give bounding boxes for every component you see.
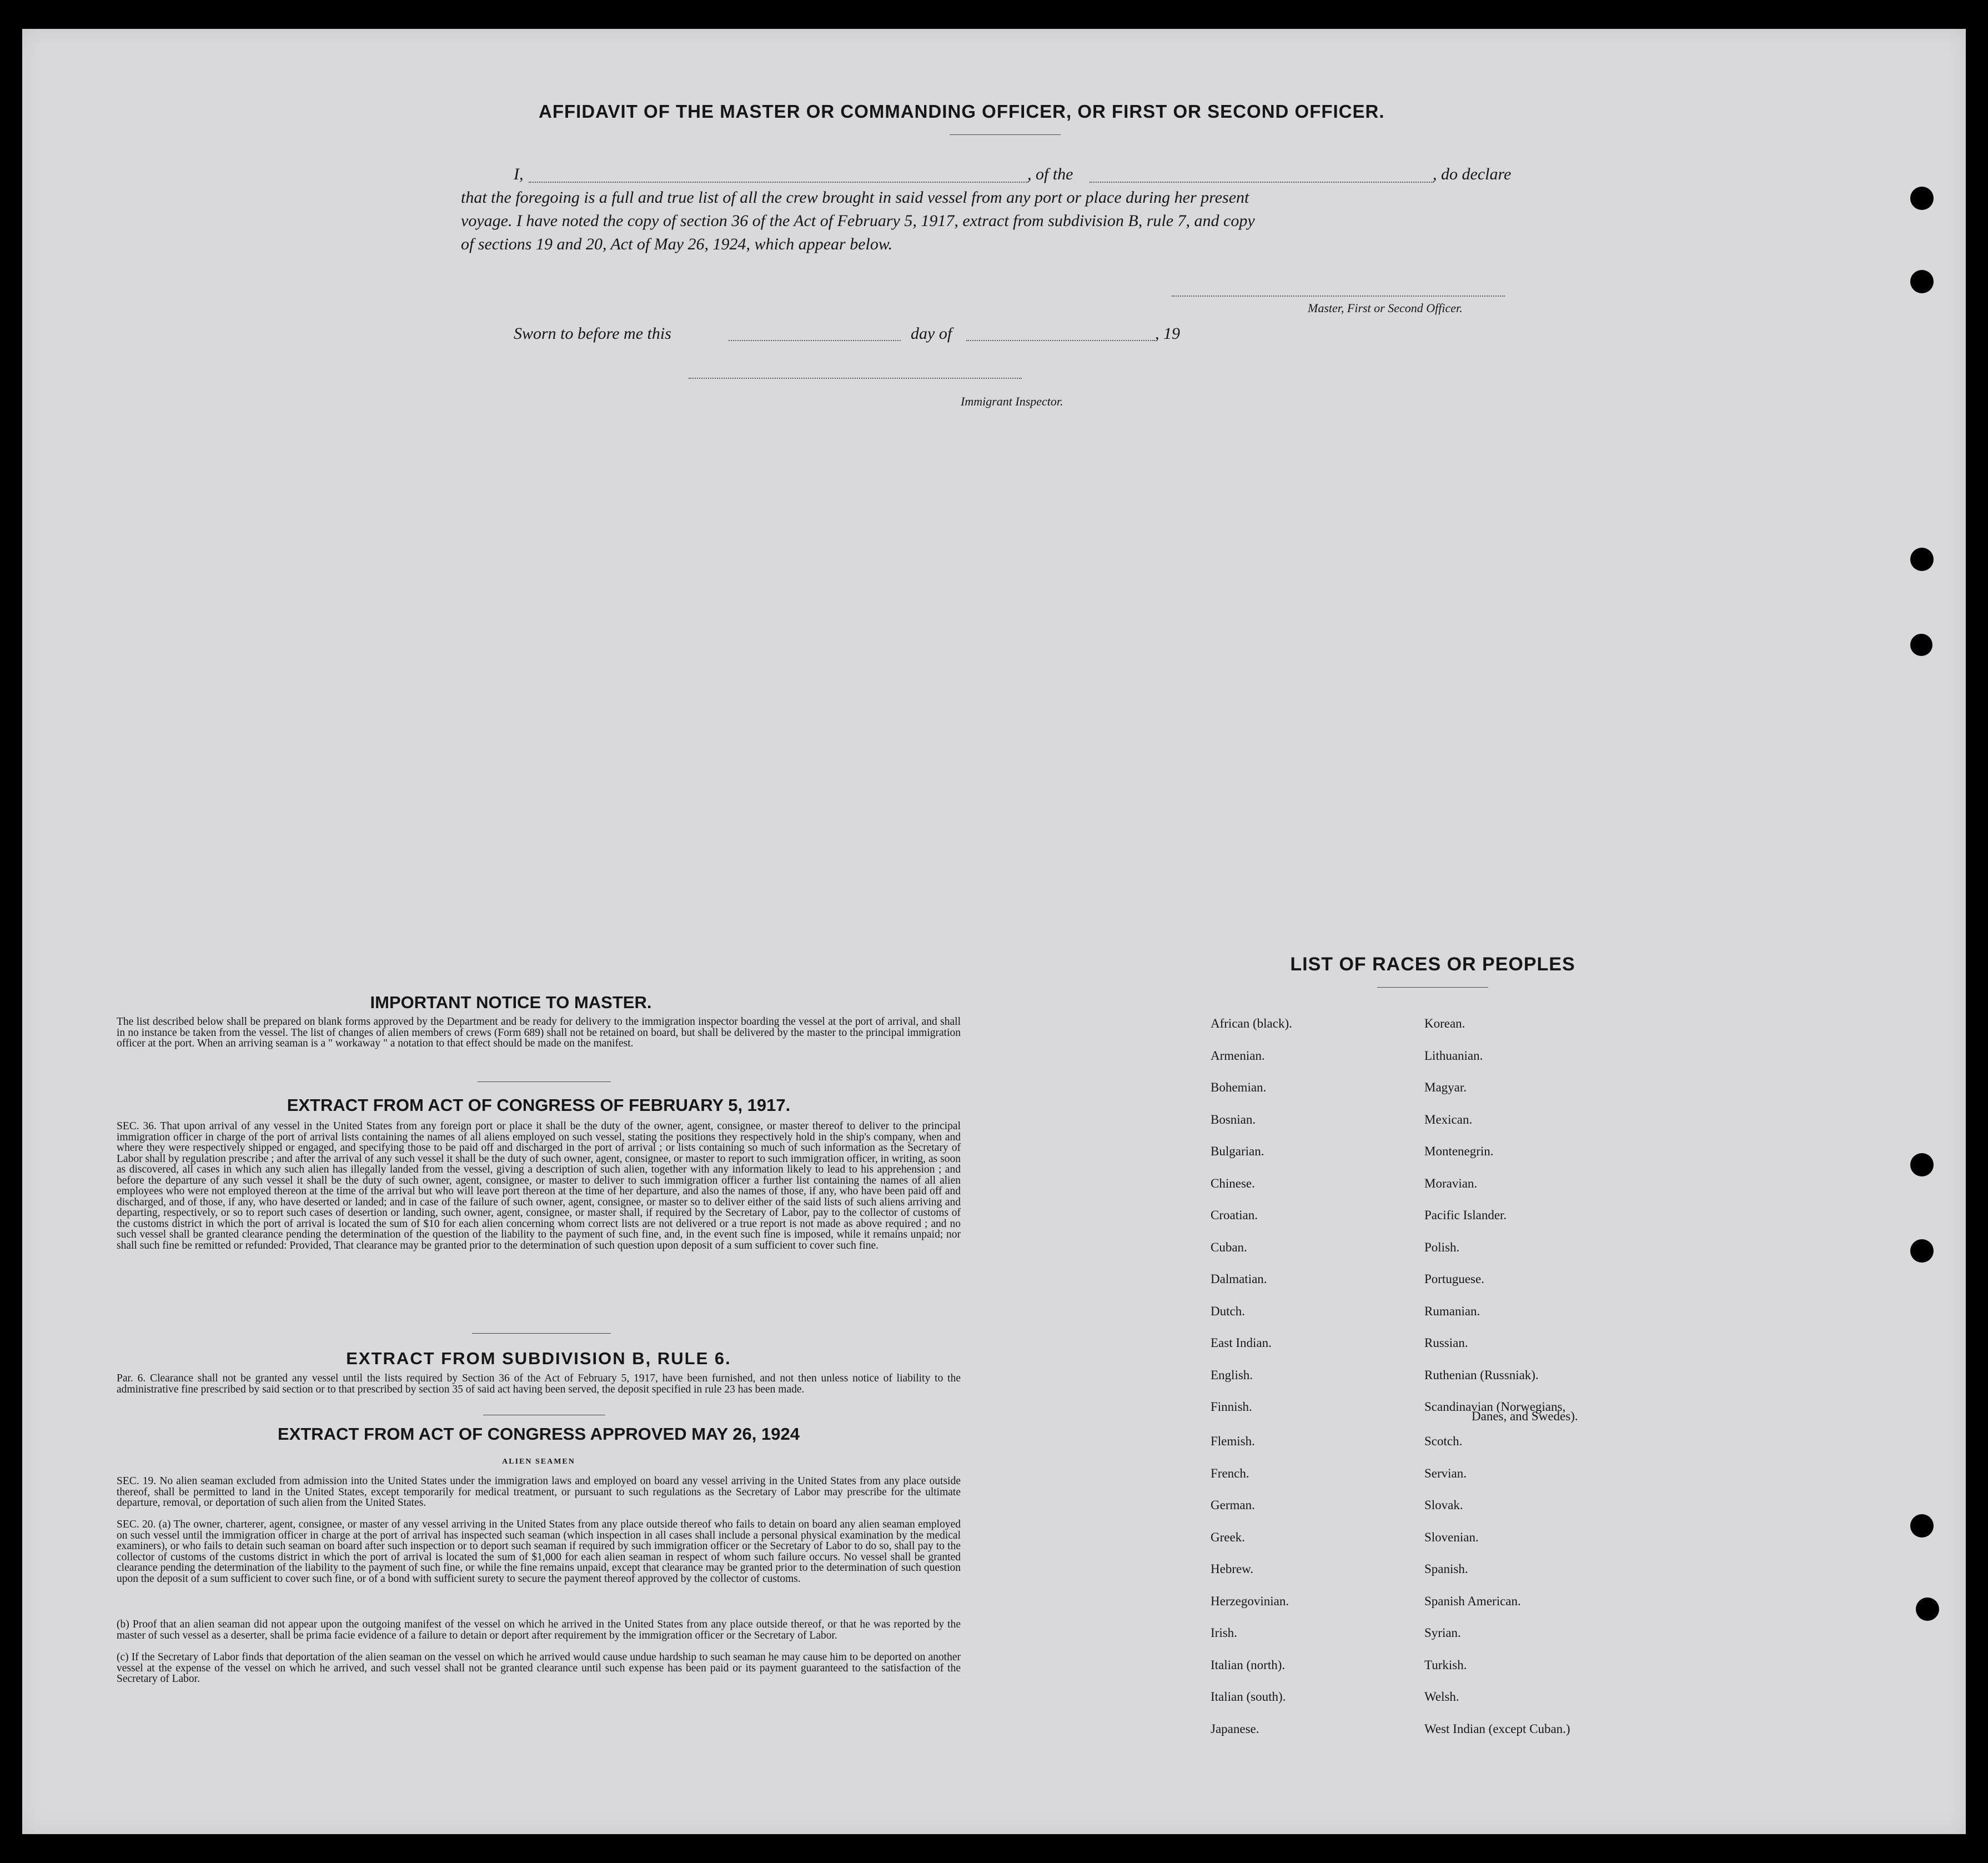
sworn-day-blank	[729, 340, 901, 341]
binder-hole	[1910, 1239, 1934, 1263]
race-item: Bosnian.	[1211, 1112, 1256, 1126]
race-item: Scotch.	[1424, 1434, 1463, 1448]
race-item: Servian.	[1424, 1466, 1467, 1480]
document-sheet	[22, 29, 1966, 1834]
race-item: Dutch.	[1211, 1304, 1245, 1318]
race-item: Korean.	[1424, 1016, 1465, 1030]
subdivision-title: EXTRACT FROM SUBDIVISION B, RULE 6.	[346, 1349, 731, 1368]
races-title-underline	[1377, 987, 1488, 988]
race-item: Scandinavian (Norwegians,	[1424, 1400, 1566, 1414]
binder-hole	[1910, 634, 1932, 656]
sec-19-text: SEC. 19. No alien seaman excluded from admission into the United States under the immigration laws and employed on board any vessel arriving in the United States from any place outside thereof, shall be permitted to land in the United States, except temporarily for medical treatment, or pursuant to such regulations as the Secretary of Labor may prescribe for the ultimate departure, removal, or deportation of such alien from the United States.	[117, 1475, 961, 1509]
name-blank	[529, 182, 1028, 183]
race-item: Polish.	[1424, 1240, 1460, 1254]
extract-1917-text: SEC. 36. That upon arrival of any vessel in the United States from any foreign port or place it shall be the duty of the owner, agent, consignee, or master thereof to deliver to the principal immigration officer in charge of the port of arrival lists containing the names of all aliens employed on such vessel, stating the positions they respectively hold in the ship's company, when and where they were respectively shipped or engaged, and specifying those to be paid off and discharged in the port of arrival ; or lists containing so much of such information as the Secretary of Labor shall by regulation prescribe ; and after the arrival of any such vessel it shall be the duty of such owner, agent, consignee, or master to report to such immigration officer, in writing, as soon as discovered, all cases in which any such alien has illegally landed from the vessel, giving a description of such alien, together with any information likely to lead to his apprehension ; and before the departure of any such vessel it shall be the duty of such owner, agent, consignee, or master to deliver to such immigration officer a further list containing the names of all alien employees who were not employed thereon at the time of the arrival but who will leave port thereon at the time of her departure, and also the names of those, if any, who have been paid off and discharged, and of those, if any, who have deserted or landed; and in case of the failure of such owner, agent, consignee, or master so to deliver either of the said lists of such aliens arriving and departing, respectively, or so to report such cases of desertion or landing, such owner, agent, consignee, or master shall, if required by the Secretary of Labor, pay to the collector of customs of the customs district in which the port of arrival is located the sum of $10 for each alien concerning whom correct lists are not delivered or a true report is not made as above required ; and no such vessel shall be granted clearance pending the determination of the question of the liability to the payment of such fine, and, in the event such fine is imposed, while it remains unpaid; nor shall such fine be remitted or refunded: Provided, That clearance may be granted prior to the determination of such question upon deposit of a sum sufficient to cover such fine.	[117, 1120, 961, 1251]
binder-hole	[1916, 1597, 1939, 1621]
vessel-blank	[1090, 182, 1434, 183]
binder-hole	[1910, 548, 1934, 571]
race-item: Italian (south).	[1211, 1690, 1286, 1704]
master-signature-line	[1172, 296, 1505, 297]
year-text: , 19	[1155, 324, 1180, 343]
sworn-text: Sworn to before me this	[514, 324, 671, 343]
day-of-text: day of	[911, 324, 952, 343]
inspector-signature-line	[689, 378, 1022, 379]
race-item: Montenegrin.	[1424, 1144, 1494, 1158]
race-item: Bohemian.	[1211, 1080, 1267, 1094]
race-item: Flemish.	[1211, 1434, 1255, 1448]
title-underline	[950, 134, 1061, 135]
affidavit-line2: that the foregoing is a full and true list of all the crew brought in said vessel from any port or place during her present	[461, 188, 1249, 207]
month-blank	[966, 340, 1155, 341]
binder-hole	[1910, 1514, 1934, 1538]
sec-20c-text: (c) If the Secretary of Labor finds that deportation of the alien seaman on the vessel on which he arrived would cause undue hardship to such seaman he may cause him to be deported on another vessel at the expense of the vessel on which he arrived, and such vessel shall not be granted clearance until such expense has been paid or its payment guaranteed to the satisfaction of the Secretary of Labor.	[117, 1651, 961, 1685]
sec-20a-text: SEC. 20. (a) The owner, charterer, agent, consignee, or master of any vessel arriving in the United States from any place outside thereof who fails to detain on board any alien seaman employed on such vessel until the immigration officer in charge at the port of arrival has inspected such seaman (which inspection in all cases shall include a personal physical examination by the medical examiners), or who fails to detain such seaman on board after such inspection or to deport such seaman if required by such immigration officer or the Secretary of Labor to do so, shall pay to the collector of customs of the customs district in which the port of arrival is located the sum of $1,000 for each alien seaman in respect of whom such failure occurs. No vessel shall be granted clearance pending the determination of the liability to the payment of such fine, or while the fine remains unpaid, except that clearance may be granted prior to the determination of such question upon the deposit of a sum sufficient to cover such fine, or of a bond with sufficient surety to secure the payment thereof approved by the collector of customs.	[117, 1519, 961, 1585]
race-item: Pacific Islander.	[1424, 1208, 1507, 1222]
race-item: African (black).	[1211, 1016, 1292, 1030]
divider	[472, 1333, 611, 1334]
race-item: Chinese.	[1211, 1176, 1255, 1190]
alien-seamen-subtitle: ALIEN SEAMEN	[502, 1458, 575, 1466]
race-item: Slovak.	[1424, 1498, 1463, 1512]
notice-title: IMPORTANT NOTICE TO MASTER.	[370, 993, 652, 1012]
binder-hole	[1910, 1153, 1934, 1176]
race-item: Ruthenian (Russniak).	[1424, 1368, 1539, 1382]
race-item: Magyar.	[1424, 1080, 1467, 1094]
race-item: Spanish American.	[1424, 1594, 1521, 1608]
race-item: Spanish.	[1424, 1562, 1468, 1576]
master-signature-label: Master, First or Second Officer.	[1308, 301, 1463, 315]
race-item: Bulgarian.	[1211, 1144, 1264, 1158]
affidavit-line4: of sections 19 and 20, Act of May 26, 1924, which appear below.	[461, 235, 893, 253]
race-item: Lithuanian.	[1424, 1048, 1483, 1063]
race-item: English.	[1211, 1368, 1253, 1382]
race-item: Herzegovinian.	[1211, 1594, 1289, 1608]
affidavit-declare: , do declare	[1433, 165, 1512, 183]
extract-1924-title: EXTRACT FROM ACT OF CONGRESS APPROVED MAY 26, 1924	[278, 1424, 800, 1444]
race-item: East Indian.	[1211, 1336, 1272, 1350]
race-item: Welsh.	[1424, 1690, 1459, 1704]
race-item: Mexican.	[1424, 1112, 1473, 1126]
extract-1917-title: EXTRACT FROM ACT OF CONGRESS OF FEBRUARY 5, 1917.	[287, 1095, 791, 1115]
affidavit-of-the: , of the	[1027, 165, 1073, 183]
divider	[478, 1081, 611, 1082]
race-item: Moravian.	[1424, 1176, 1478, 1190]
race-item: Syrian.	[1424, 1626, 1461, 1640]
affidavit-title: AFFIDAVIT OF THE MASTER OR COMMANDING OFFICER, OR FIRST OR SECOND OFFICER.	[539, 101, 1385, 122]
race-item-continuation: Danes, and Swedes).	[1472, 1409, 1578, 1423]
race-item: Hebrew.	[1211, 1562, 1254, 1576]
race-item: Japanese.	[1211, 1721, 1259, 1736]
race-item: Turkish.	[1424, 1657, 1467, 1672]
race-item: French.	[1211, 1466, 1249, 1480]
race-item: Portuguese.	[1424, 1272, 1484, 1286]
affidavit-line3: voyage. I have noted the copy of section 36 of the Act of February 5, 1917, extract from subdivision B, rule 7, and copy	[461, 212, 1255, 230]
binder-hole	[1910, 270, 1934, 293]
affidavit-i: I,	[514, 165, 524, 183]
race-item: Dalmatian.	[1211, 1272, 1267, 1286]
binder-hole	[1910, 187, 1934, 210]
race-item: Russian.	[1424, 1336, 1468, 1350]
sec-20b-text: (b) Proof that an alien seaman did not appear upon the outgoing manifest of the vessel on which he arrived in the United States from any place outside thereof, or that he was reported by the master of such vessel as a deserter, shall be prima facie evidence of a failure to detain or deport after requirement by the immigration officer or the Secretary of Labor.	[117, 1619, 961, 1641]
race-item: Finnish.	[1211, 1400, 1252, 1414]
race-item: Armenian.	[1211, 1048, 1265, 1063]
race-item: Irish.	[1211, 1626, 1237, 1640]
race-item: West Indian (except Cuban.)	[1424, 1721, 1570, 1736]
race-item: Italian (north).	[1211, 1657, 1286, 1672]
race-item: Slovenian.	[1424, 1530, 1479, 1544]
subdivision-text: Par. 6. Clearance shall not be granted any vessel until the lists required by Section 36 of the Act of February 5, 1917, have been furnished, and not then unless notice of liability to the administrative fine prescribed by said section or to that prescribed by section 35 of said act having been served, the deposit specified in rule 23 has been made.	[117, 1373, 961, 1395]
race-item: Croatian.	[1211, 1208, 1258, 1222]
races-title: LIST OF RACES OR PEOPLES	[1290, 954, 1575, 975]
race-item: German.	[1211, 1498, 1255, 1512]
race-item: Cuban.	[1211, 1240, 1247, 1254]
race-item: Rumanian.	[1424, 1304, 1480, 1318]
notice-text: The list described below shall be prepared on blank forms approved by the Department and be ready for delivery to the immigration inspector boarding the vessel at the port of arrival, and shall in no instance be taken from the vessel. The list of changes of alien members of crews (Form 689) shall not be retained on board, but shall be delivered by the master to the principal immigration officer at the port. When an arriving seaman is a " workaway " a notation to that effect should be made on the manifest.	[117, 1016, 961, 1049]
inspector-signature-label: Immigrant Inspector.	[961, 394, 1063, 408]
race-item: Greek.	[1211, 1530, 1245, 1544]
